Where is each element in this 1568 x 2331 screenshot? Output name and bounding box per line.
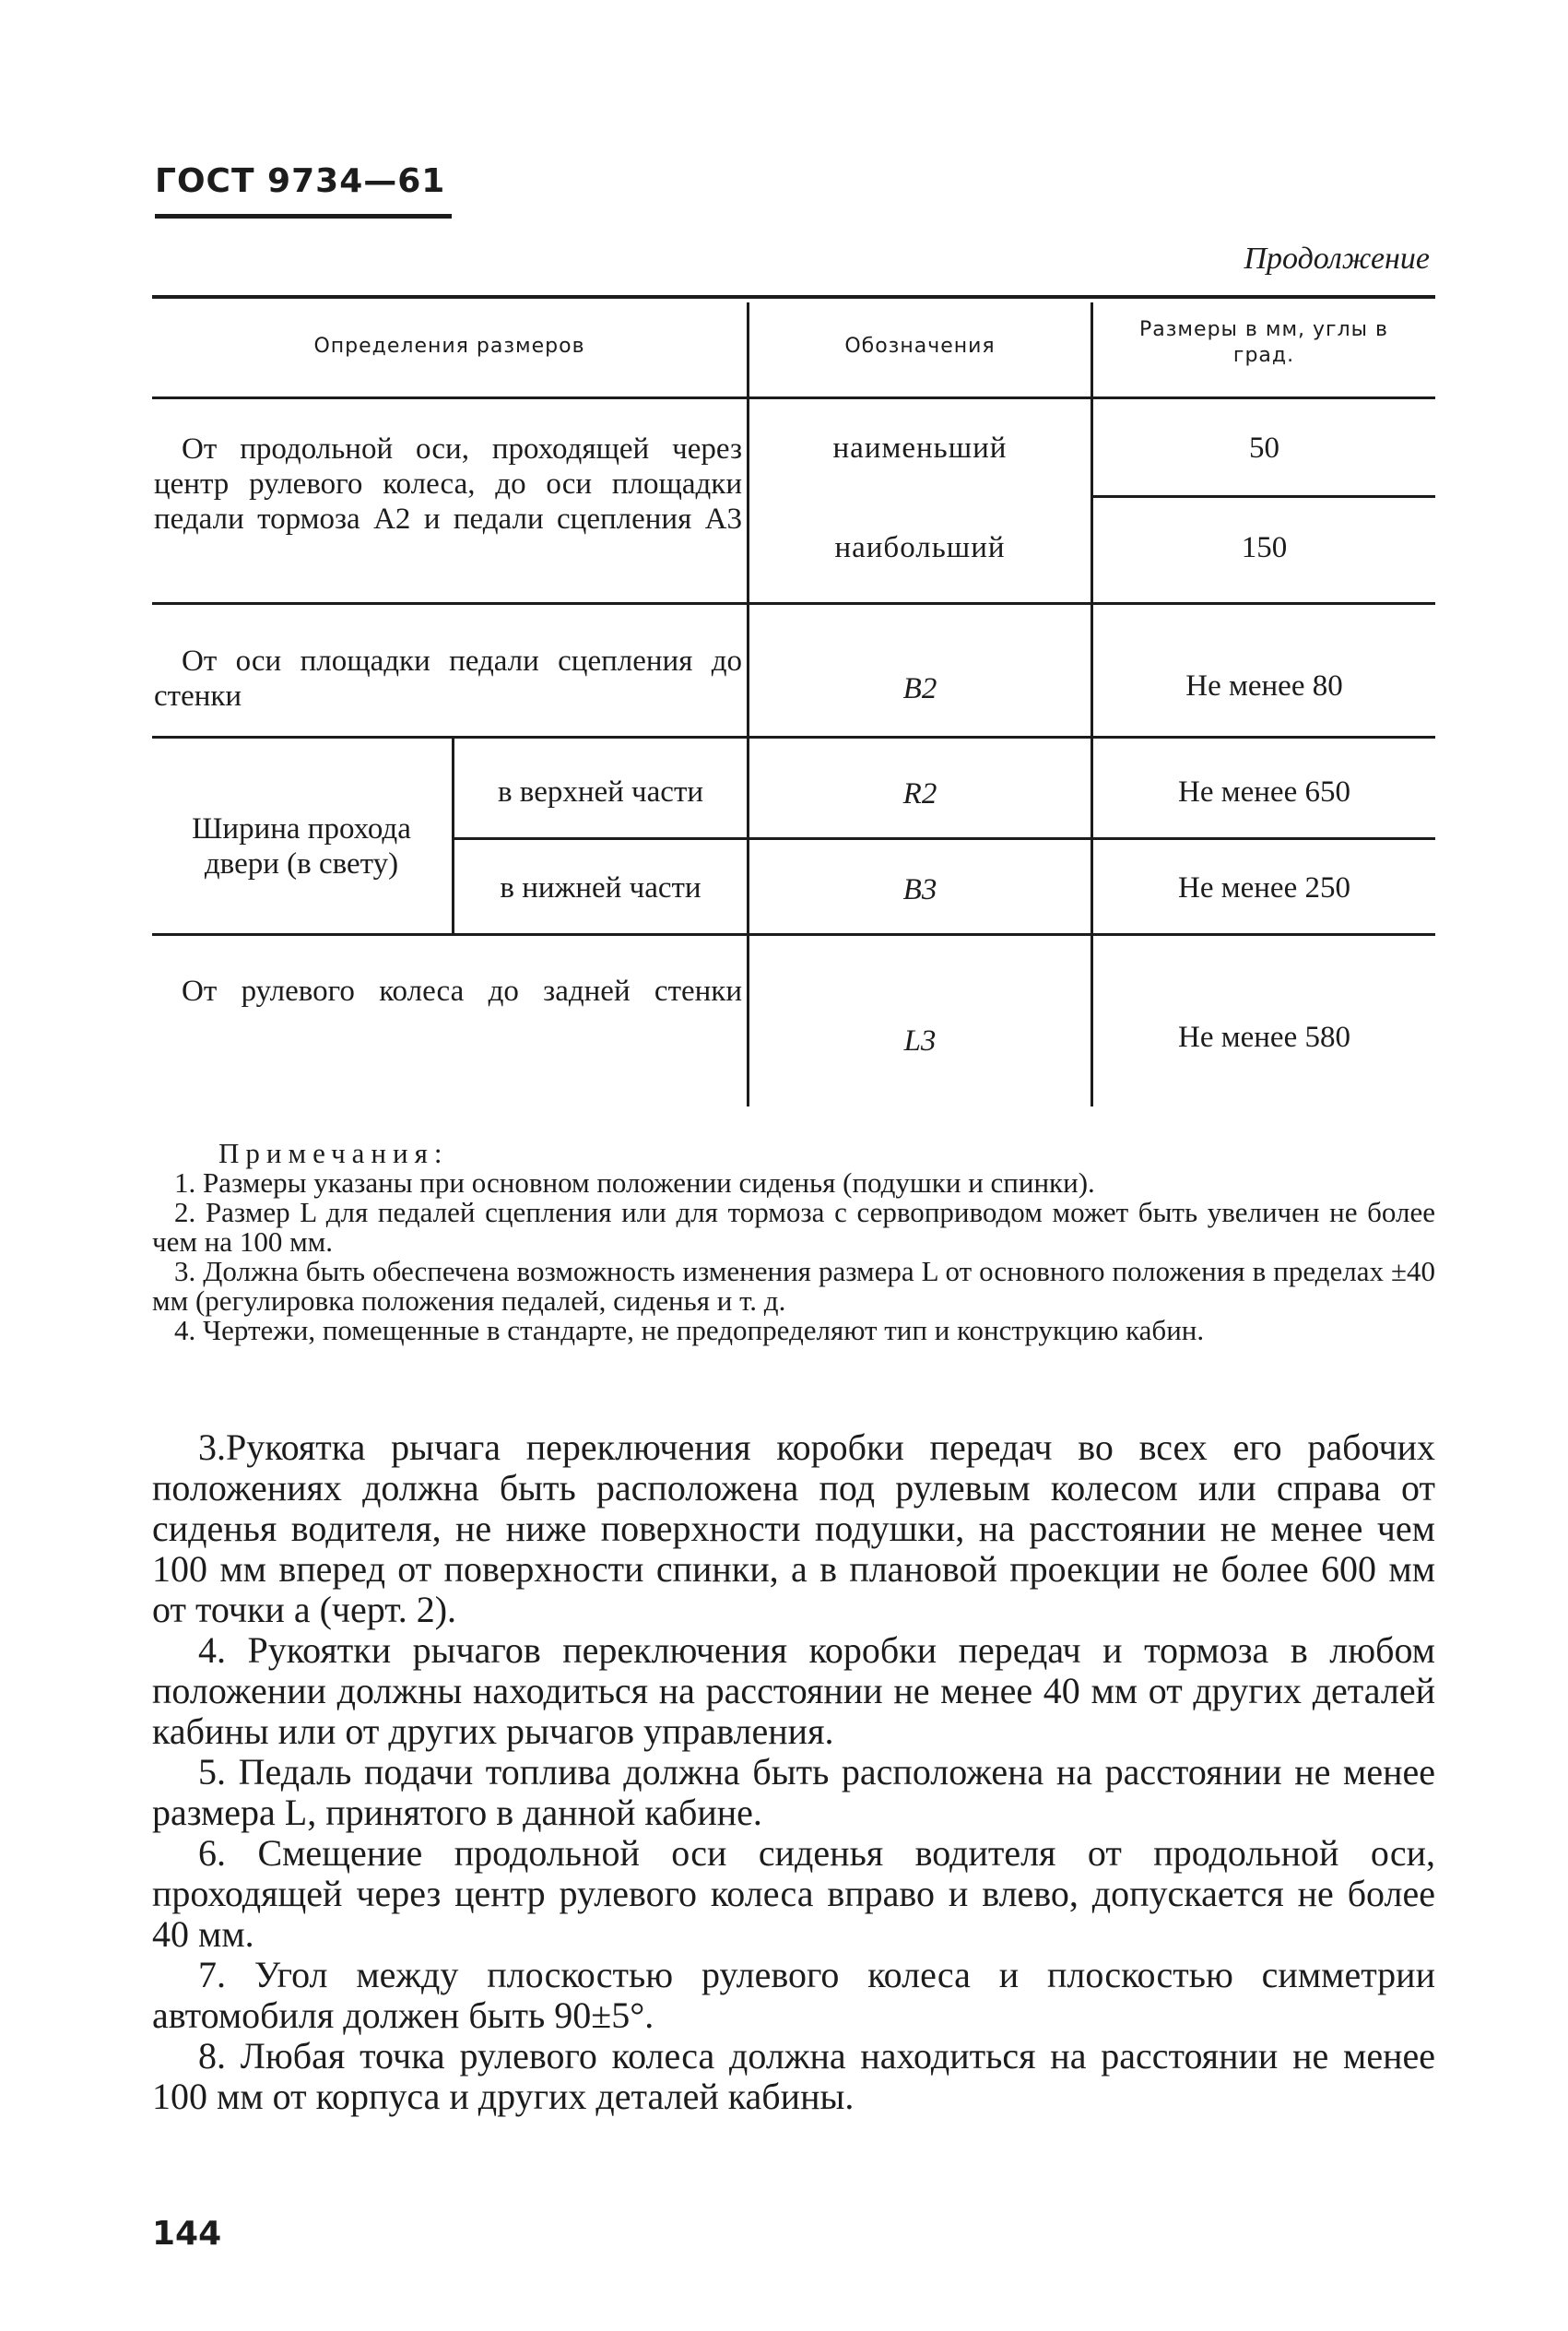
row4-designation: L3 (903, 1024, 937, 1058)
row1-designation-min: наименьший (832, 432, 1008, 465)
row3-designation-lower: B3 (902, 873, 937, 906)
row3-part-upper: в верхней части (497, 775, 704, 809)
paragraph: 6. Смещение продольной оси сиденья водителя от продольной оси, проходящей через центр рулевого колеса вправо и влево, допускается не более 40 мм. (152, 1832, 1435, 1955)
row1-value-max: 150 (1241, 531, 1288, 564)
header-designation: Обозначения (844, 335, 996, 358)
paragraph: 3.Рукоятка рычага переключения коробки передач во всех его рабочих положениях должна быть расположена под рулевым колесом или справа от сиденья водителя, не ниже поверхности подушки, на расстоянии не менее чем 100 мм вперед от поверхности спинки, а в плановой проекции не более 600 мм от точки а (черт. 2). (152, 1426, 1435, 1630)
row4-value: Не менее 580 (1178, 1021, 1350, 1054)
paragraph: 4. Рукоятки рычагов переключения коробки передач и тормоза в любом положении должны находиться на расстоянии не менее 40 мм от других деталей кабины или от других рычагов управления. (152, 1629, 1435, 1752)
row4-definition: От рулевого колеса до задней стенки (182, 975, 742, 1008)
row1-designation-max: наибольший (834, 531, 1006, 564)
header-bottom-rule (152, 396, 1435, 399)
row2-designation: B2 (902, 672, 937, 705)
row2-value: Не менее 80 (1185, 669, 1343, 703)
row1-bottom-rule (152, 602, 1435, 605)
table-top-rule (152, 295, 1435, 299)
col-divider-2 (1091, 302, 1093, 1106)
notes-title: Примечания: (218, 1137, 449, 1169)
note-item: 1. Размеры указаны при основном положении сиденья (подушки и спинки). (174, 1166, 1095, 1199)
note-item: 3. Должна быть обеспечена возможность изменения размера L от основного положения в пределах ±40 мм (регулировка положения педалей, сиденья и т. д. (152, 1255, 1435, 1317)
notes-block (152, 1139, 1435, 1345)
row3-bottom-rule (152, 933, 1435, 936)
row3-value-upper: Не менее 650 (1178, 775, 1350, 809)
note-item: 2. Размер L для педалей сцепления или для тормоза с сервоприводом может быть увеличен не более чем на 100 мм. (152, 1196, 1435, 1258)
dimensions-table (152, 295, 1435, 1106)
row3-split-rule (452, 837, 1435, 840)
page-number: 144 (152, 2215, 222, 2253)
row3-value-lower: Не менее 250 (1178, 871, 1350, 905)
paragraph: 7. Угол между плоскостью рулевого колеса и плоскостью симметрии автомобиля должен быть 90±5°. (152, 1954, 1435, 2036)
body-text (152, 1427, 1435, 2117)
row2-bottom-rule (152, 736, 1435, 739)
row1-split-rule (1091, 495, 1435, 498)
row3-designation-upper: R2 (902, 777, 937, 811)
header-rule (155, 214, 452, 219)
header-definition: Определения размеров (313, 335, 585, 358)
row1-definition: От продольной оси, проходящей через центр рулевого колеса, до оси площадки педали тормоза А2 и педали сцепления А3 (154, 432, 742, 536)
row3-definition: Ширина прохода двери (в свету) (192, 812, 411, 881)
row2-definition: От оси площадки педали сцепления до стенки (154, 645, 742, 713)
paragraph: 8. Любая точка рулевого колеса должна находиться на расстоянии не менее 100 мм от корпуса и других деталей кабины. (152, 2035, 1435, 2117)
standard-code: ГОСТ 9734—61 (155, 162, 446, 200)
note-item: 4. Чертежи, помещенные в стандарте, не предопределяют тип и конструкцию кабин. (174, 1314, 1205, 1346)
paragraph: 5. Педаль подачи топлива должна быть расположена на расстоянии не менее размера L, принятого в данной кабине. (152, 1751, 1435, 1833)
header-dimensions: Размеры в мм, углы в град. (1138, 318, 1388, 367)
row1-value-min: 50 (1249, 432, 1279, 465)
row3-part-lower: в нижней части (500, 871, 701, 905)
continuation-label: Продолжение (1244, 242, 1430, 276)
